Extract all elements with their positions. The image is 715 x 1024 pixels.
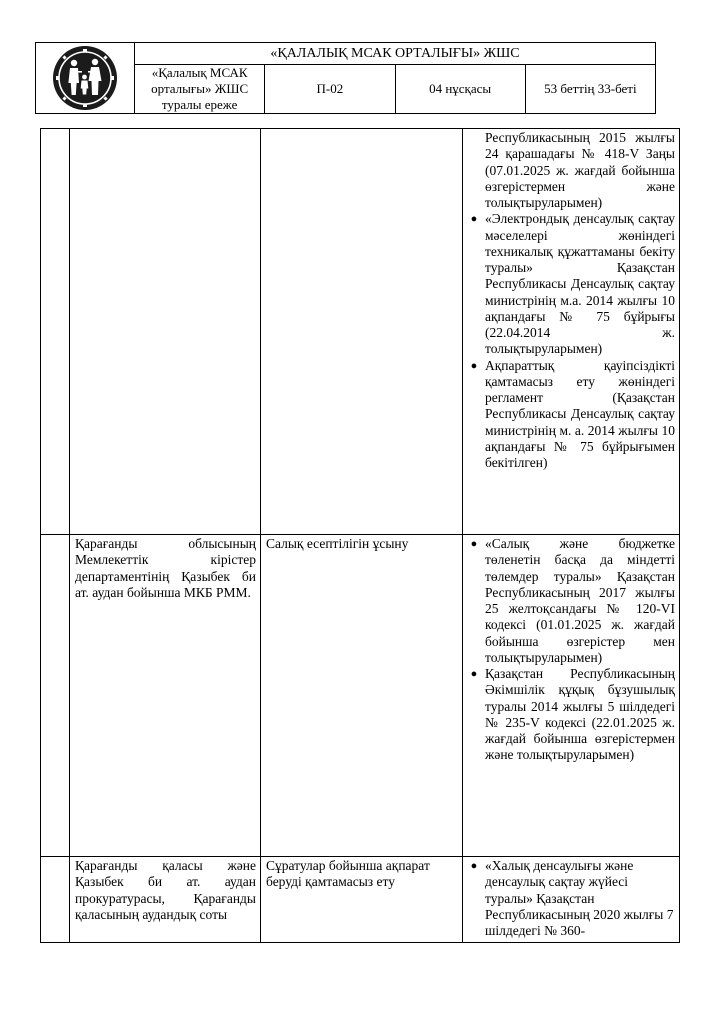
logo-cell <box>36 43 135 114</box>
reference-text: Ақпараттық қауіпсіздікті қамтамасыз ету жөніндегі регламент (Қазақстан Республикасы Денсаулық сақтау министрінің м. а. 2014 жылғы 10 ақпандағы № 75 бұйрығымен бекітілген) <box>485 357 675 470</box>
references-list <box>469 858 675 939</box>
reference-text: «Электрондық денсаулық сақтау мәселелері жөніндегі техникалық құжаттаманы бекіту туралы» Қазақстан Республикасы Денсаулық сақтау министрінің м.а. 2014 жылғы 10 ақпандағы № 75 бұйрығы (22.04.2014 ж. толықтыруларымен) <box>485 211 675 357</box>
reference-text: «Халық денсаулығы және денсаулық сақтау жүйесі туралы» Қазақстан Республикасының 2020 жылғы 7 шілдедегі № 360- <box>485 858 674 938</box>
table-row <box>41 535 680 857</box>
bullet-icon: ● <box>470 213 478 226</box>
table-row <box>41 129 680 535</box>
organization-cell <box>70 129 261 535</box>
table-row <box>41 857 680 943</box>
document-version: 04 нұсқасы <box>395 65 525 114</box>
references-cell <box>463 857 680 943</box>
reference-text: «Салық және бюджетке төленетін басқа да міндетті төлемдер туралы» Қазақстан Республикасының 2017 жылғы 25 желтоқсандағы № 120-VI кодексі (01.01.2025 ж. жағдай бойынша өзгерістер мен толықтыруларымен) <box>485 536 675 665</box>
organization-name: «ҚАЛАЛЫҚ МСАК ОРТАЛЫҒЫ» ЖШС <box>135 43 656 65</box>
bullet-icon: ● <box>470 538 478 550</box>
row-number <box>41 129 70 535</box>
list-item <box>470 666 675 764</box>
list-item <box>470 357 675 472</box>
bullet-icon: ● <box>470 860 478 872</box>
reference-continuation: Республикасының 2015 жылғы 24 қарашадағы № 418-V Заңы (07.01.2025 ж. жағдай бойынша өзгерістермен және толықтыруларымен) <box>485 130 675 210</box>
row-number <box>41 535 70 857</box>
list-item <box>470 211 675 357</box>
list-item <box>470 536 675 666</box>
family-logo-icon <box>52 45 118 111</box>
purpose-cell <box>261 129 463 535</box>
document-code: П-02 <box>265 65 395 114</box>
document-title: «Қалалық МСАК орталығы» ЖШС туралы ереже <box>135 65 265 114</box>
row-number <box>41 857 70 943</box>
reference-text: Қазақстан Республикасының Әкімшілік құқық бұзушылық туралы 2014 жылғы 5 шілдедегі № 235-V кодексі (22.01.2025 ж. жағдай бойынша өзгерістермен және толықтыруларымен) <box>485 666 675 763</box>
references-list <box>469 536 675 764</box>
purpose-cell: Сұратулар бойынша ақпарат беруді қамтамасыз ету <box>261 857 463 943</box>
purpose-cell: Салық есептілігін ұсыну <box>261 535 463 857</box>
references-list <box>469 211 675 471</box>
bullet-icon: ● <box>470 668 478 680</box>
page-number: 53 беттің 33-беті <box>525 65 655 114</box>
references-cell <box>463 129 680 535</box>
regulations-table <box>40 128 680 943</box>
document-header <box>35 42 656 114</box>
references-cell <box>463 535 680 857</box>
organization-cell: Қарағанды қаласы және Қазыбек би ат. аудан прокуратурасы, Қарағанды қаласының аудандық соты <box>70 857 261 943</box>
bullet-icon: ● <box>470 359 478 372</box>
list-item <box>470 858 675 939</box>
organization-cell: Қарағанды облысының Мемлекеттік кірістер департаментінің Қазыбек би ат. аудан бойынша МКБ РММ. <box>70 535 261 857</box>
